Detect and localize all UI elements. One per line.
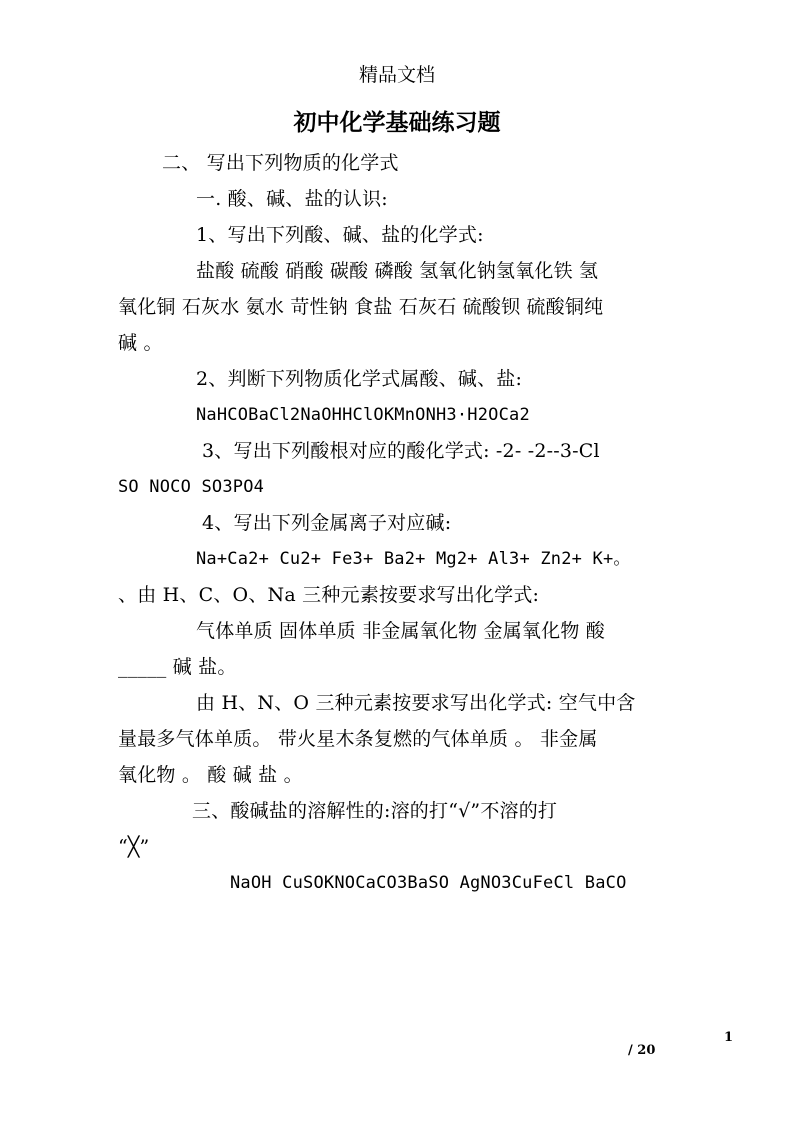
page-header: 精品文档 (358, 64, 435, 86)
document-body (118, 145, 674, 901)
text-line: _____ 碱 盐。 (118, 656, 237, 678)
text-line: 二、 写出下列物质的化学式 (162, 152, 399, 174)
text-line: NaOH CuSOKNOCaCO3BaSO AgNO3CuFeCl BaCO (230, 873, 627, 893)
text-line: 1、写出下列酸、碱、盐的化学式: (196, 224, 484, 246)
text-line: 氧化铜 石灰水 氨水 苛性钠 食盐 石灰石 硫酸钡 硫酸铜纯 (118, 296, 604, 318)
document-title: 初中化学基础练习题 (293, 109, 501, 136)
page-total: / 20 (628, 1043, 656, 1058)
text-line: NaHCOBaCl2NaOHHClOKMnONH3·H2OCa2 (196, 405, 530, 425)
text-line: 4、写出下列金属离子对应碱: (202, 512, 452, 534)
text-line: SO NOCO SO3PO4 (118, 477, 265, 497)
text-line: 盐酸 硫酸 硝酸 碳酸 磷酸 氢氧化钠氢氧化铁 氢 (196, 260, 599, 282)
text-line: 碱 。 (118, 332, 163, 354)
text-line: “╳” (118, 836, 150, 858)
page-number: 1 (724, 1030, 734, 1045)
text-line: 2、判断下列物质化学式属酸、碱、盐: (196, 368, 523, 390)
text-line: 三、酸碱盐的溶解性的:溶的打“√”不溶的打 (192, 800, 558, 822)
text-line: 一. 酸、碱、盐的认识: (196, 188, 388, 210)
text-line: 3、写出下列酸根对应的酸化学式: -2- -2--3-Cl (202, 440, 600, 462)
text-line: 量最多气体单质。 带火星木条复燃的气体单质 。 非金属 (118, 728, 598, 750)
text-line: 、由 H、C、O、Na 三种元素按要求写出化学式: (118, 584, 540, 606)
text-line: Na+Ca2+ Cu2+ Fe3+ Ba2+ Mg2+ Al3+ Zn2+ K+。 (196, 549, 631, 569)
text-line: 氧化物 。 酸 碱 盐 。 (118, 764, 303, 786)
text-line: 气体单质 固体单质 非金属氧化物 金属氧化物 酸 (196, 620, 605, 642)
text-line: 由 H、N、O 三种元素按要求写出化学式: 空气中含 (196, 692, 636, 714)
